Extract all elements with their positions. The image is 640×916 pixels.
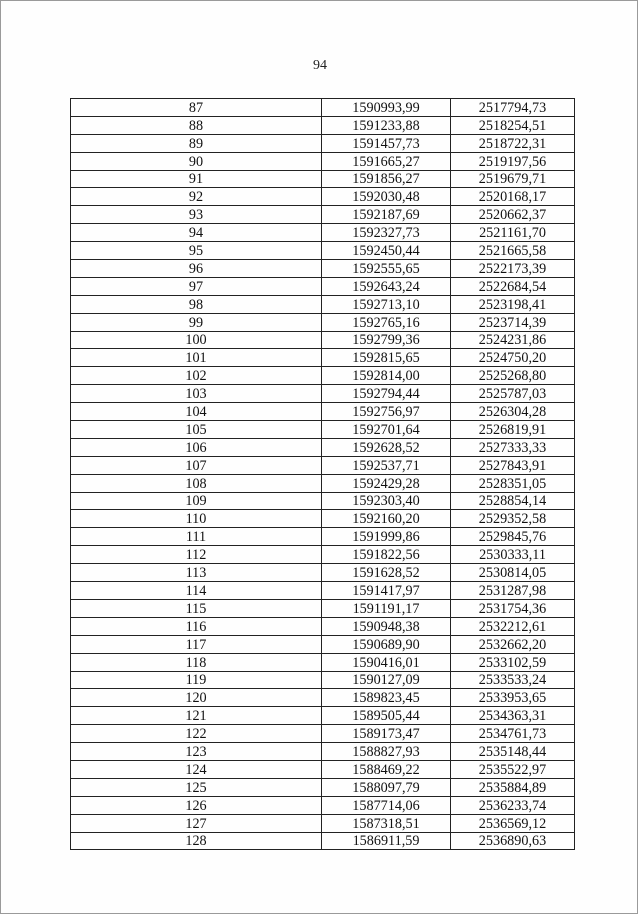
- y-coordinate-cell: 2529352,58: [451, 510, 575, 528]
- point-number-cell: 128: [71, 832, 322, 850]
- table-row: [71, 277, 575, 295]
- point-number-cell: 124: [71, 760, 322, 778]
- point-number-cell: 108: [71, 474, 322, 492]
- x-coordinate-cell: 1588827,93: [322, 743, 451, 761]
- y-coordinate-cell: 2533533,24: [451, 671, 575, 689]
- x-coordinate-cell: 1587318,51: [322, 814, 451, 832]
- point-number-cell: 106: [71, 438, 322, 456]
- x-coordinate-cell: 1592429,28: [322, 474, 451, 492]
- y-coordinate-cell: 2527333,33: [451, 438, 575, 456]
- x-coordinate-cell: 1590993,99: [322, 99, 451, 117]
- table-row: [71, 492, 575, 510]
- x-coordinate-cell: 1592537,71: [322, 456, 451, 474]
- point-number-cell: 96: [71, 260, 322, 278]
- y-coordinate-cell: 2534761,73: [451, 725, 575, 743]
- y-coordinate-cell: 2536890,63: [451, 832, 575, 850]
- point-number-cell: 104: [71, 403, 322, 421]
- y-coordinate-cell: 2533102,59: [451, 653, 575, 671]
- y-coordinate-cell: 2530333,11: [451, 546, 575, 564]
- point-number-cell: 109: [71, 492, 322, 510]
- x-coordinate-cell: 1590689,90: [322, 635, 451, 653]
- x-coordinate-cell: 1592799,36: [322, 331, 451, 349]
- table-row: [71, 152, 575, 170]
- y-coordinate-cell: 2519197,56: [451, 152, 575, 170]
- y-coordinate-cell: 2535884,89: [451, 778, 575, 796]
- point-number-cell: 105: [71, 421, 322, 439]
- x-coordinate-cell: 1592643,24: [322, 277, 451, 295]
- point-number-cell: 92: [71, 188, 322, 206]
- point-number-cell: 127: [71, 814, 322, 832]
- y-coordinate-cell: 2519679,71: [451, 170, 575, 188]
- point-number-cell: 107: [71, 456, 322, 474]
- x-coordinate-cell: 1592794,44: [322, 385, 451, 403]
- x-coordinate-cell: 1592555,65: [322, 260, 451, 278]
- table-row: [71, 116, 575, 134]
- table-row: [71, 796, 575, 814]
- point-number-cell: 116: [71, 617, 322, 635]
- y-coordinate-cell: 2532212,61: [451, 617, 575, 635]
- table-row: [71, 599, 575, 617]
- point-number-cell: 111: [71, 528, 322, 546]
- table-row: [71, 385, 575, 403]
- y-coordinate-cell: 2524750,20: [451, 349, 575, 367]
- table-row: [71, 689, 575, 707]
- table-row: [71, 814, 575, 832]
- y-coordinate-cell: 2528351,05: [451, 474, 575, 492]
- y-coordinate-cell: 2520168,17: [451, 188, 575, 206]
- y-coordinate-cell: 2535522,97: [451, 760, 575, 778]
- point-number-cell: 118: [71, 653, 322, 671]
- x-coordinate-cell: 1592814,00: [322, 367, 451, 385]
- x-coordinate-cell: 1592765,16: [322, 313, 451, 331]
- x-coordinate-cell: 1591233,88: [322, 116, 451, 134]
- point-number-cell: 122: [71, 725, 322, 743]
- y-coordinate-cell: 2526304,28: [451, 403, 575, 421]
- point-number-cell: 101: [71, 349, 322, 367]
- y-coordinate-cell: 2530814,05: [451, 564, 575, 582]
- point-number-cell: 90: [71, 152, 322, 170]
- table-row: [71, 582, 575, 600]
- table-row: [71, 743, 575, 761]
- x-coordinate-cell: 1591665,27: [322, 152, 451, 170]
- x-coordinate-cell: 1590416,01: [322, 653, 451, 671]
- point-number-cell: 112: [71, 546, 322, 564]
- table-row: [71, 421, 575, 439]
- y-coordinate-cell: 2526819,91: [451, 421, 575, 439]
- point-number-cell: 121: [71, 707, 322, 725]
- x-coordinate-cell: 1591999,86: [322, 528, 451, 546]
- y-coordinate-cell: 2536569,12: [451, 814, 575, 832]
- table-row: [71, 242, 575, 260]
- x-coordinate-cell: 1586911,59: [322, 832, 451, 850]
- point-number-cell: 98: [71, 295, 322, 313]
- point-number-cell: 126: [71, 796, 322, 814]
- table-row: [71, 224, 575, 242]
- point-number-cell: 103: [71, 385, 322, 403]
- y-coordinate-cell: 2525268,80: [451, 367, 575, 385]
- coordinates-table: [70, 98, 575, 850]
- x-coordinate-cell: 1588097,79: [322, 778, 451, 796]
- point-number-cell: 89: [71, 134, 322, 152]
- table-row: [71, 510, 575, 528]
- x-coordinate-cell: 1592450,44: [322, 242, 451, 260]
- table-row: [71, 295, 575, 313]
- point-number-cell: 115: [71, 599, 322, 617]
- x-coordinate-cell: 1590948,38: [322, 617, 451, 635]
- x-coordinate-cell: 1591457,73: [322, 134, 451, 152]
- table-row: [71, 725, 575, 743]
- y-coordinate-cell: 2535148,44: [451, 743, 575, 761]
- y-coordinate-cell: 2518254,51: [451, 116, 575, 134]
- table-row: [71, 707, 575, 725]
- table-row: [71, 99, 575, 117]
- coordinates-table-body: [71, 99, 575, 850]
- table-row: [71, 134, 575, 152]
- point-number-cell: 97: [71, 277, 322, 295]
- point-number-cell: 100: [71, 331, 322, 349]
- point-number-cell: 123: [71, 743, 322, 761]
- y-coordinate-cell: 2536233,74: [451, 796, 575, 814]
- table-row: [71, 313, 575, 331]
- y-coordinate-cell: 2531287,98: [451, 582, 575, 600]
- table-row: [71, 403, 575, 421]
- x-coordinate-cell: 1592030,48: [322, 188, 451, 206]
- table-row: [71, 367, 575, 385]
- point-number-cell: 88: [71, 116, 322, 134]
- point-number-cell: 99: [71, 313, 322, 331]
- y-coordinate-cell: 2532662,20: [451, 635, 575, 653]
- point-number-cell: 102: [71, 367, 322, 385]
- x-coordinate-cell: 1592160,20: [322, 510, 451, 528]
- table-row: [71, 331, 575, 349]
- y-coordinate-cell: 2523714,39: [451, 313, 575, 331]
- table-row: [71, 564, 575, 582]
- table-row: [71, 474, 575, 492]
- table-row: [71, 170, 575, 188]
- y-coordinate-cell: 2521161,70: [451, 224, 575, 242]
- x-coordinate-cell: 1587714,06: [322, 796, 451, 814]
- table-row: [71, 832, 575, 850]
- point-number-cell: 113: [71, 564, 322, 582]
- x-coordinate-cell: 1591822,56: [322, 546, 451, 564]
- x-coordinate-cell: 1592701,64: [322, 421, 451, 439]
- y-coordinate-cell: 2531754,36: [451, 599, 575, 617]
- y-coordinate-cell: 2533953,65: [451, 689, 575, 707]
- table-row: [71, 260, 575, 278]
- point-number-cell: 119: [71, 671, 322, 689]
- table-row: [71, 671, 575, 689]
- table-row: [71, 778, 575, 796]
- point-number-cell: 117: [71, 635, 322, 653]
- table-row: [71, 206, 575, 224]
- x-coordinate-cell: 1591191,17: [322, 599, 451, 617]
- y-coordinate-cell: 2520662,37: [451, 206, 575, 224]
- point-number-cell: 110: [71, 510, 322, 528]
- table-row: [71, 438, 575, 456]
- table-row: [71, 456, 575, 474]
- x-coordinate-cell: 1588469,22: [322, 760, 451, 778]
- y-coordinate-cell: 2518722,31: [451, 134, 575, 152]
- table-row: [71, 653, 575, 671]
- x-coordinate-cell: 1591856,27: [322, 170, 451, 188]
- x-coordinate-cell: 1592815,65: [322, 349, 451, 367]
- y-coordinate-cell: 2525787,03: [451, 385, 575, 403]
- point-number-cell: 125: [71, 778, 322, 796]
- point-number-cell: 114: [71, 582, 322, 600]
- x-coordinate-cell: 1592303,40: [322, 492, 451, 510]
- table-row: [71, 349, 575, 367]
- y-coordinate-cell: 2527843,91: [451, 456, 575, 474]
- x-coordinate-cell: 1590127,09: [322, 671, 451, 689]
- y-coordinate-cell: 2528854,14: [451, 492, 575, 510]
- x-coordinate-cell: 1589173,47: [322, 725, 451, 743]
- x-coordinate-cell: 1589505,44: [322, 707, 451, 725]
- point-number-cell: 87: [71, 99, 322, 117]
- y-coordinate-cell: 2523198,41: [451, 295, 575, 313]
- point-number-cell: 91: [71, 170, 322, 188]
- y-coordinate-cell: 2534363,31: [451, 707, 575, 725]
- table-row: [71, 528, 575, 546]
- y-coordinate-cell: 2522684,54: [451, 277, 575, 295]
- y-coordinate-cell: 2521665,58: [451, 242, 575, 260]
- x-coordinate-cell: 1592327,73: [322, 224, 451, 242]
- x-coordinate-cell: 1591628,52: [322, 564, 451, 582]
- page-number: 94: [313, 58, 327, 73]
- point-number-cell: 93: [71, 206, 322, 224]
- y-coordinate-cell: 2529845,76: [451, 528, 575, 546]
- table-row: [71, 635, 575, 653]
- table-row: [71, 546, 575, 564]
- table-row: [71, 760, 575, 778]
- x-coordinate-cell: 1592187,69: [322, 206, 451, 224]
- table-row: [71, 617, 575, 635]
- x-coordinate-cell: 1592713,10: [322, 295, 451, 313]
- x-coordinate-cell: 1592756,97: [322, 403, 451, 421]
- table-row: [71, 188, 575, 206]
- y-coordinate-cell: 2522173,39: [451, 260, 575, 278]
- x-coordinate-cell: 1591417,97: [322, 582, 451, 600]
- point-number-cell: 94: [71, 224, 322, 242]
- x-coordinate-cell: 1589823,45: [322, 689, 451, 707]
- point-number-cell: 120: [71, 689, 322, 707]
- x-coordinate-cell: 1592628,52: [322, 438, 451, 456]
- y-coordinate-cell: 2517794,73: [451, 99, 575, 117]
- y-coordinate-cell: 2524231,86: [451, 331, 575, 349]
- point-number-cell: 95: [71, 242, 322, 260]
